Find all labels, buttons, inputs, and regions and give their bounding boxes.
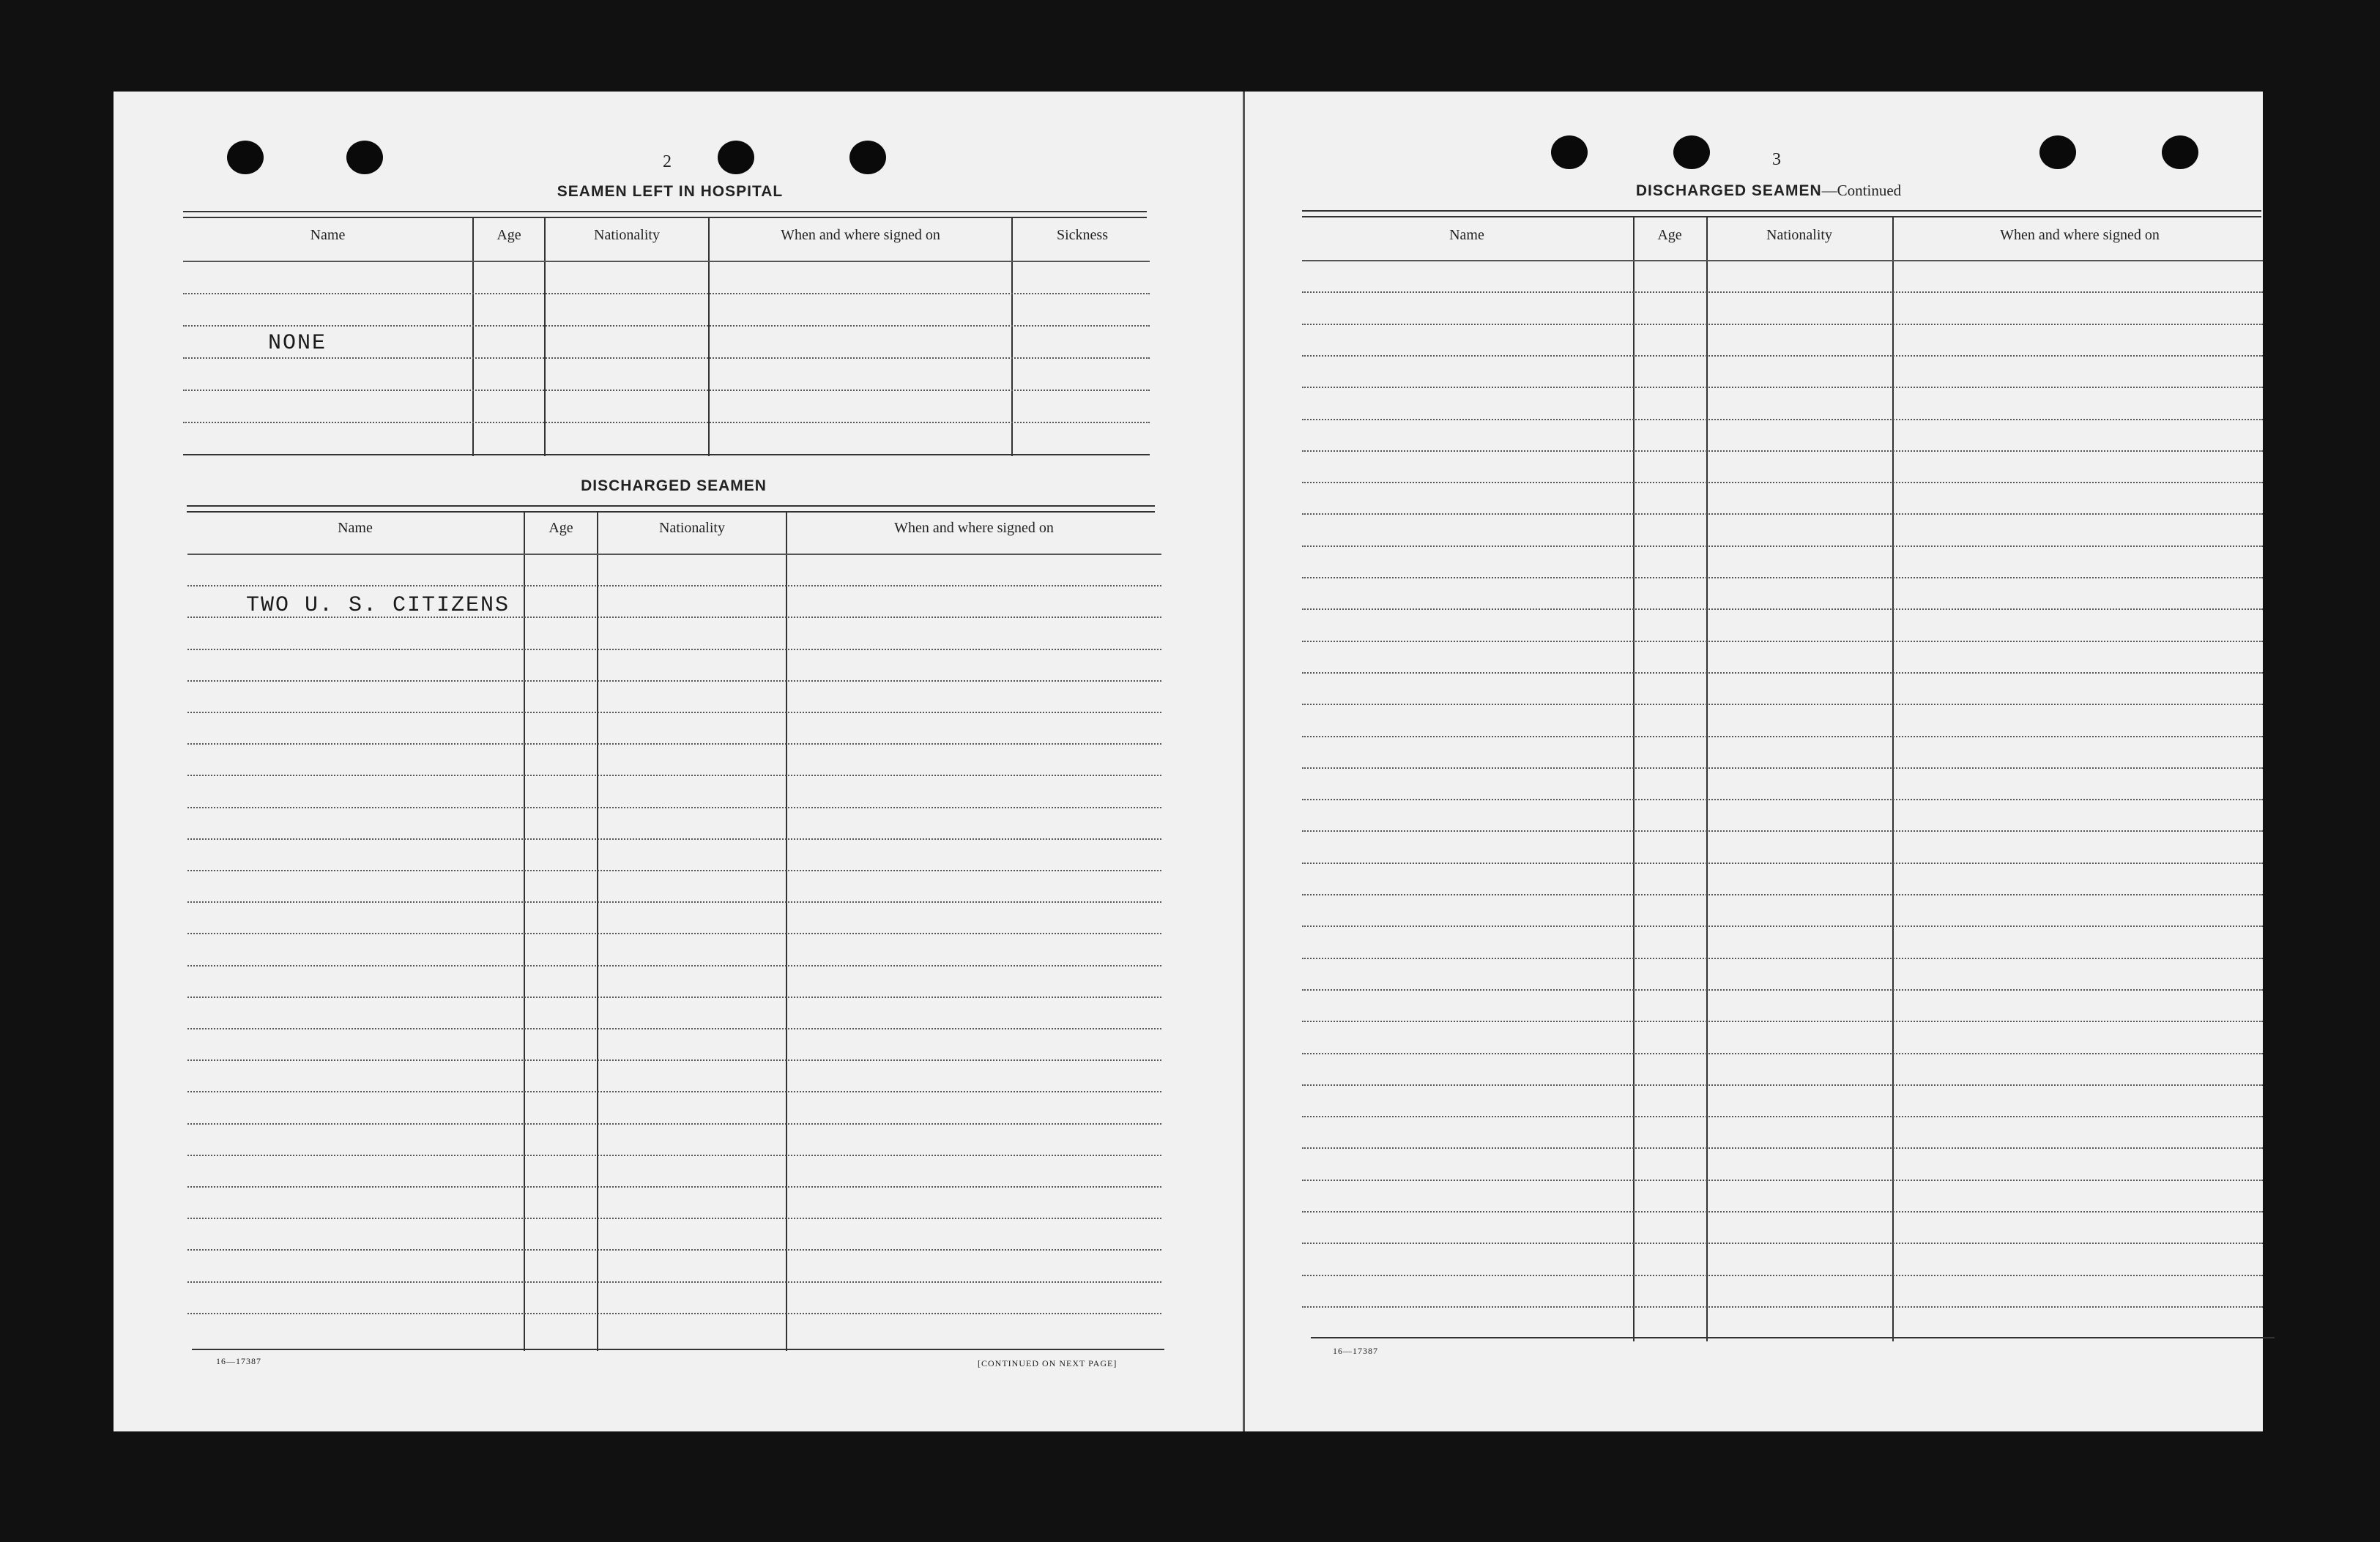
- continued-note: [CONTINUED ON NEXT PAGE]: [978, 1358, 1118, 1368]
- punch-hole: [227, 141, 264, 174]
- punch-hole: [1551, 135, 1588, 169]
- row-rule: [1302, 958, 2263, 959]
- row-rule: [1302, 1053, 2263, 1054]
- row-rule: [187, 901, 1161, 903]
- row-rule: [1302, 482, 2263, 483]
- row-rule: [1302, 419, 2263, 420]
- row-rule: [187, 1155, 1161, 1156]
- row-rule: [187, 1091, 1161, 1092]
- column-divider: [472, 218, 474, 456]
- punch-hole: [849, 141, 886, 174]
- row-rule: [1302, 925, 2263, 927]
- row-rule: [187, 965, 1161, 966]
- row-rule: [1302, 577, 2263, 578]
- form-number-left: 16—17387: [216, 1356, 261, 1366]
- row-rule: [187, 870, 1161, 871]
- col-header-name: Name: [1449, 227, 1484, 243]
- row-rule: [187, 649, 1161, 650]
- row-rule: [1302, 450, 2263, 452]
- row-rule: [183, 357, 1150, 359]
- row-rule: [187, 743, 1161, 745]
- row-rule: [1302, 387, 2263, 388]
- row-rule: [187, 585, 1161, 586]
- row-rule: [1302, 799, 2263, 800]
- row-rule: [187, 680, 1161, 682]
- page-number-right: 3: [1772, 150, 1781, 169]
- punch-hole: [346, 141, 383, 174]
- row-rule: [187, 712, 1161, 713]
- row-rule: [187, 1123, 1161, 1125]
- page-fold: [1243, 92, 1245, 1431]
- column-divider: [597, 513, 598, 1351]
- column-divider: [708, 218, 710, 456]
- row-rule: [1302, 608, 2263, 610]
- row-rule: [1302, 1147, 2263, 1149]
- row-rule: [183, 261, 1150, 262]
- discharged-continued-title: [1304, 182, 2234, 200]
- row-rule: [183, 293, 1150, 294]
- table-bottom-rule: [192, 1349, 1164, 1350]
- col-header-signed-on: When and where signed on: [894, 520, 1054, 536]
- row-rule: [1302, 260, 2263, 261]
- title-continued: —Continued: [1821, 182, 1902, 199]
- table-bottom-rule: [183, 454, 1150, 455]
- discharged-section-title: DISCHARGED SEAMEN: [581, 477, 767, 494]
- col-header-age: Age: [548, 520, 573, 536]
- col-header-name: Name: [338, 520, 373, 536]
- row-rule: [1302, 863, 2263, 864]
- row-rule: [1302, 641, 2263, 642]
- row-rule: [187, 1186, 1161, 1188]
- column-divider: [786, 513, 787, 1351]
- row-rule: [1302, 830, 2263, 832]
- row-rule: [183, 422, 1150, 423]
- row-rule: [1302, 1116, 2263, 1117]
- row-rule: [1302, 545, 2263, 547]
- row-rule: [1302, 767, 2263, 769]
- discharged-header-rule: [187, 505, 1155, 513]
- col-header-sickness: Sickness: [1057, 227, 1108, 243]
- column-divider: [544, 218, 546, 456]
- row-rule: [187, 838, 1161, 840]
- row-rule: [1302, 989, 2263, 991]
- punch-hole: [2162, 135, 2198, 169]
- row-rule: [1302, 1275, 2263, 1276]
- row-rule: [187, 1218, 1161, 1219]
- continued-header-rule: [1302, 210, 2261, 217]
- row-rule: [187, 997, 1161, 998]
- page-number-left: 2: [663, 152, 672, 171]
- row-rule: [187, 775, 1161, 776]
- col-header-age: Age: [1657, 227, 1682, 243]
- title-main: DISCHARGED SEAMEN: [1635, 182, 1822, 199]
- row-rule: [1302, 1211, 2263, 1213]
- row-rule: [187, 1281, 1161, 1283]
- row-rule: [183, 325, 1150, 327]
- row-rule: [1302, 513, 2263, 515]
- col-header-nationality: Nationality: [594, 227, 660, 243]
- row-rule: [1302, 291, 2263, 293]
- punch-hole: [2039, 135, 2076, 169]
- row-rule: [187, 807, 1161, 808]
- form-number-right: 16—17387: [1333, 1346, 1378, 1356]
- punch-hole: [718, 141, 754, 174]
- row-rule: [1302, 672, 2263, 674]
- hospital-entry-text: NONE: [268, 331, 327, 356]
- col-header-signed-on: When and where signed on: [2000, 227, 2160, 243]
- col-header-signed-on: When and where signed on: [781, 227, 940, 243]
- col-header-nationality: Nationality: [659, 520, 725, 536]
- row-rule: [187, 1313, 1161, 1314]
- col-header-age: Age: [497, 227, 521, 243]
- punch-hole: [1673, 135, 1710, 169]
- row-rule: [1302, 1084, 2263, 1086]
- row-rule: [1302, 1306, 2263, 1308]
- row-rule: [1302, 894, 2263, 895]
- row-rule: [187, 1059, 1161, 1061]
- hospital-header-rule: [183, 211, 1147, 218]
- table-bottom-rule: [1311, 1337, 2275, 1338]
- discharged-entry-text: TWO U. S. CITIZENS: [246, 593, 510, 618]
- row-rule: [1302, 1021, 2263, 1022]
- row-rule: [187, 1028, 1161, 1029]
- row-rule: [187, 933, 1161, 934]
- col-header-name: Name: [310, 227, 346, 243]
- row-rule: [1302, 324, 2263, 325]
- row-rule: [187, 554, 1161, 555]
- row-rule: [1302, 704, 2263, 705]
- column-divider: [524, 513, 525, 1351]
- column-divider: [1011, 218, 1013, 456]
- row-rule: [187, 1249, 1161, 1251]
- hospital-section-title: SEAMEN LEFT IN HOSPITAL: [557, 183, 784, 200]
- col-header-nationality: Nationality: [1766, 227, 1832, 243]
- row-rule: [1302, 1180, 2263, 1181]
- row-rule: [1302, 355, 2263, 357]
- row-rule: [1302, 1243, 2263, 1244]
- row-rule: [183, 390, 1150, 391]
- row-rule: [1302, 736, 2263, 737]
